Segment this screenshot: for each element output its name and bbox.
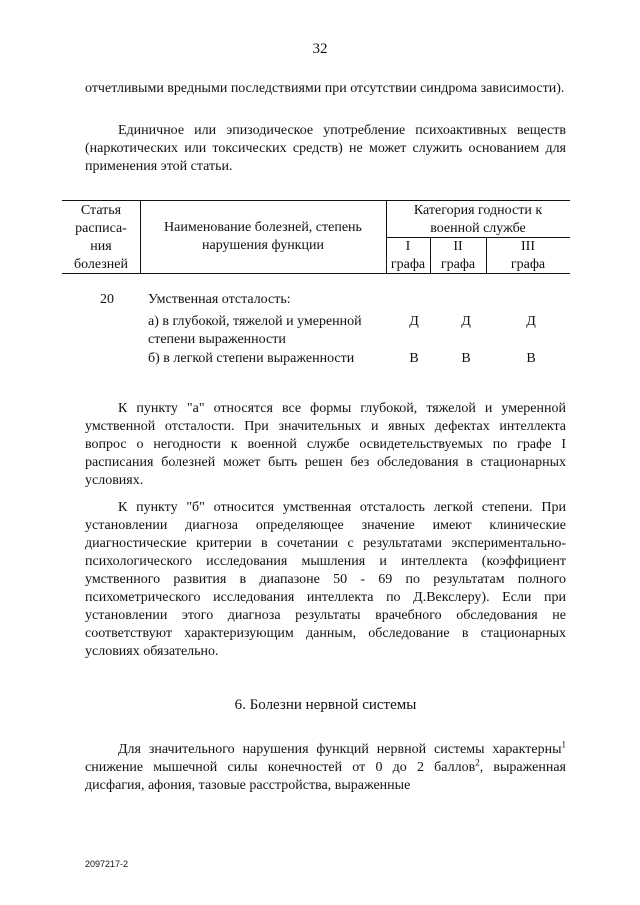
header-col-article-line: Статья bbox=[80, 203, 122, 218]
section-heading: 6. Болезни нервной системы bbox=[234, 697, 417, 713]
header-col-category bbox=[386, 202, 570, 238]
section-paragraph-text bbox=[85, 741, 566, 795]
intro-paragraph-2 bbox=[85, 122, 566, 176]
header-col-name-line: Наименование болезней, степень bbox=[164, 220, 362, 235]
grade-b-2: В bbox=[461, 351, 471, 366]
header-col-name bbox=[140, 219, 386, 255]
explanation-b bbox=[85, 499, 566, 661]
grade-b-1: В bbox=[409, 351, 419, 366]
grade-a-1: Д bbox=[409, 314, 419, 329]
intro-text-2: Единичное или эпизодическое употребление психоактивных веществ (наркотических или токсических средств) не может служить основанием для применения этой статьи. bbox=[85, 123, 566, 174]
header-col-category-line: Категория годности к bbox=[413, 203, 543, 218]
header-col-article-line: расписа- bbox=[75, 221, 127, 236]
intro-paragraph-1 bbox=[85, 80, 566, 98]
intro-text-1: отчетливыми вредными последствиями при отсутствии синдрома зависимости). bbox=[85, 81, 565, 96]
grade-label: графа bbox=[510, 257, 546, 272]
header-col-article bbox=[62, 202, 140, 274]
header-col-category-line: военной службе bbox=[430, 221, 526, 236]
grade-label: графа bbox=[390, 257, 426, 272]
footnote-ref-2: 2 bbox=[475, 757, 480, 768]
grade-numeral: I bbox=[405, 239, 411, 254]
explanation-b-text: К пункту "б" относится умственная отсталость легкой степени. При установлении диагноза определяющее значение имеют клинические диагностические критерии в сочетании с результатами экспериментально-психологического исследования мышления и интеллекта (коэффициент умственного развития в диапазоне 50 - 69 по результатам полного психометрического исследования интеллекта по Д.Векслеру). Если при установлении этого диагноза результаты врачебного обследования не соответствуют характеризующим данным, обследование в стационарных условиях обязательно. bbox=[85, 500, 566, 659]
page-number: 32 bbox=[312, 41, 328, 57]
grade-b-3: В bbox=[526, 351, 536, 366]
grade-a-3: Д bbox=[526, 314, 536, 329]
article-item-a bbox=[148, 313, 388, 349]
grade-numeral: II bbox=[453, 239, 463, 254]
table-header bbox=[62, 200, 570, 274]
header-col-article-line: болезней bbox=[73, 257, 129, 272]
grade-a-2: Д bbox=[461, 314, 471, 329]
grade-numeral: III bbox=[521, 239, 535, 254]
header-col-grade-1 bbox=[386, 238, 430, 274]
section-text-end: , выраженная дисфагия, афония, тазовые расстройства, выраженные bbox=[85, 760, 566, 793]
explanation-a bbox=[85, 400, 566, 490]
section-text-start: Для значительного нарушения функций нервной системы характерны bbox=[118, 742, 562, 757]
section-paragraph bbox=[85, 741, 566, 795]
header-col-article-line: ния bbox=[90, 239, 112, 254]
footnote-ref-1: 1 bbox=[561, 739, 566, 750]
footer-code: 2097217-2 bbox=[85, 859, 129, 869]
header-col-grade-3 bbox=[486, 238, 570, 274]
article-title: Умственная отсталость: bbox=[148, 292, 291, 307]
article-number: 20 bbox=[100, 292, 114, 307]
section-text-mid: снижение мышечной силы конечностей от 0 до 2 баллов bbox=[85, 760, 476, 775]
explanation-a-text: К пункту "а" относятся все формы глубокой, тяжелой и умеренной умственной отсталости. При значительных и явных дефектах интеллекта вопрос о негодности к военной службе освидетельствуемых по графе I расписания болезней может быть решен без обследования в стационарных условиях. bbox=[85, 401, 566, 488]
item-a-line: степени выраженности bbox=[148, 332, 286, 347]
grade-label: графа bbox=[440, 257, 476, 272]
item-b-line: б) в легкой степени выраженности bbox=[148, 351, 355, 366]
article-item-b bbox=[148, 350, 388, 368]
header-col-name-line: нарушения функции bbox=[202, 238, 324, 253]
item-a-line: а) в глубокой, тяжелой и умеренной bbox=[148, 314, 362, 329]
header-col-grade-2 bbox=[430, 238, 486, 274]
